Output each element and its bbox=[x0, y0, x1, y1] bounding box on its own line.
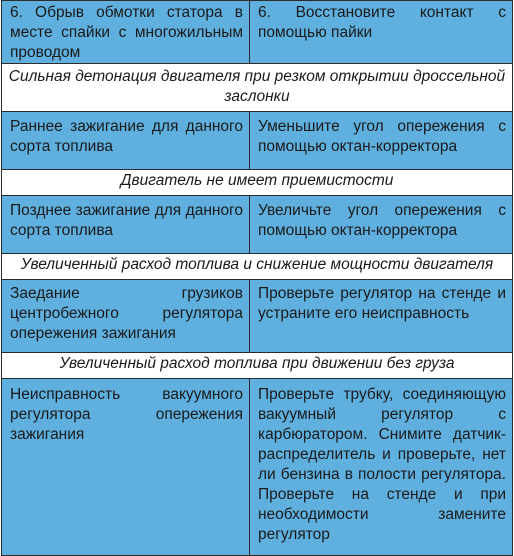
table-row-late-ignition bbox=[2, 196, 513, 254]
section-title: Сильная детонация двигателя при резком открытии дроссельной заслонки bbox=[2, 64, 513, 112]
section-title: Увеличенный расход топлива при движении без груза bbox=[2, 353, 513, 379]
section-row-fuel-power bbox=[2, 254, 513, 280]
table-row-centrifugal-regulator bbox=[2, 280, 513, 353]
remedy-cell: 6. Восстановите контакт с помощью пайки bbox=[250, 1, 513, 64]
table-row-vacuum-regulator bbox=[2, 379, 513, 556]
cause-cell: Раннее зажигание для данного сорта топлива bbox=[2, 112, 250, 170]
section-row-fuel-unloaded bbox=[2, 353, 513, 379]
section-row-acceleration bbox=[2, 170, 513, 196]
cause-cell: Неисправность вакуумного регулятора опережения зажигания bbox=[2, 379, 250, 556]
table-row-stator-break bbox=[2, 1, 513, 64]
cause-cell: Заедание грузиков центробежного регулятора опережения зажигания bbox=[2, 280, 250, 353]
remedy-cell: Уменьшите угол опережения с помощью октан-корректора bbox=[250, 112, 513, 170]
troubleshooting-table bbox=[1, 0, 513, 556]
remedy-cell: Проверьте регулятор на стенде и устраните его неисправность bbox=[250, 280, 513, 353]
table-row-early-ignition bbox=[2, 112, 513, 170]
remedy-cell: Увеличьте угол опережения с помощью октан-корректора bbox=[250, 196, 513, 254]
cause-cell: Позднее зажигание для данного сорта топлива bbox=[2, 196, 250, 254]
cause-cell: 6. Обрыв обмотки статора в месте спайки с многожильным проводом bbox=[2, 1, 250, 64]
remedy-cell: Проверьте трубку, соединяющую вакуумный регулятор с карбюратором. Снимите датчик-распределитель и проверьте, нет ли бензина в полости регулятора. Проверьте на стенде и при необходимости замените регулятор bbox=[250, 379, 513, 556]
section-row-detonation bbox=[2, 64, 513, 112]
section-title: Двигатель не имеет приемистости bbox=[2, 170, 513, 196]
section-title: Увеличенный расход топлива и снижение мощности двигателя bbox=[2, 254, 513, 280]
